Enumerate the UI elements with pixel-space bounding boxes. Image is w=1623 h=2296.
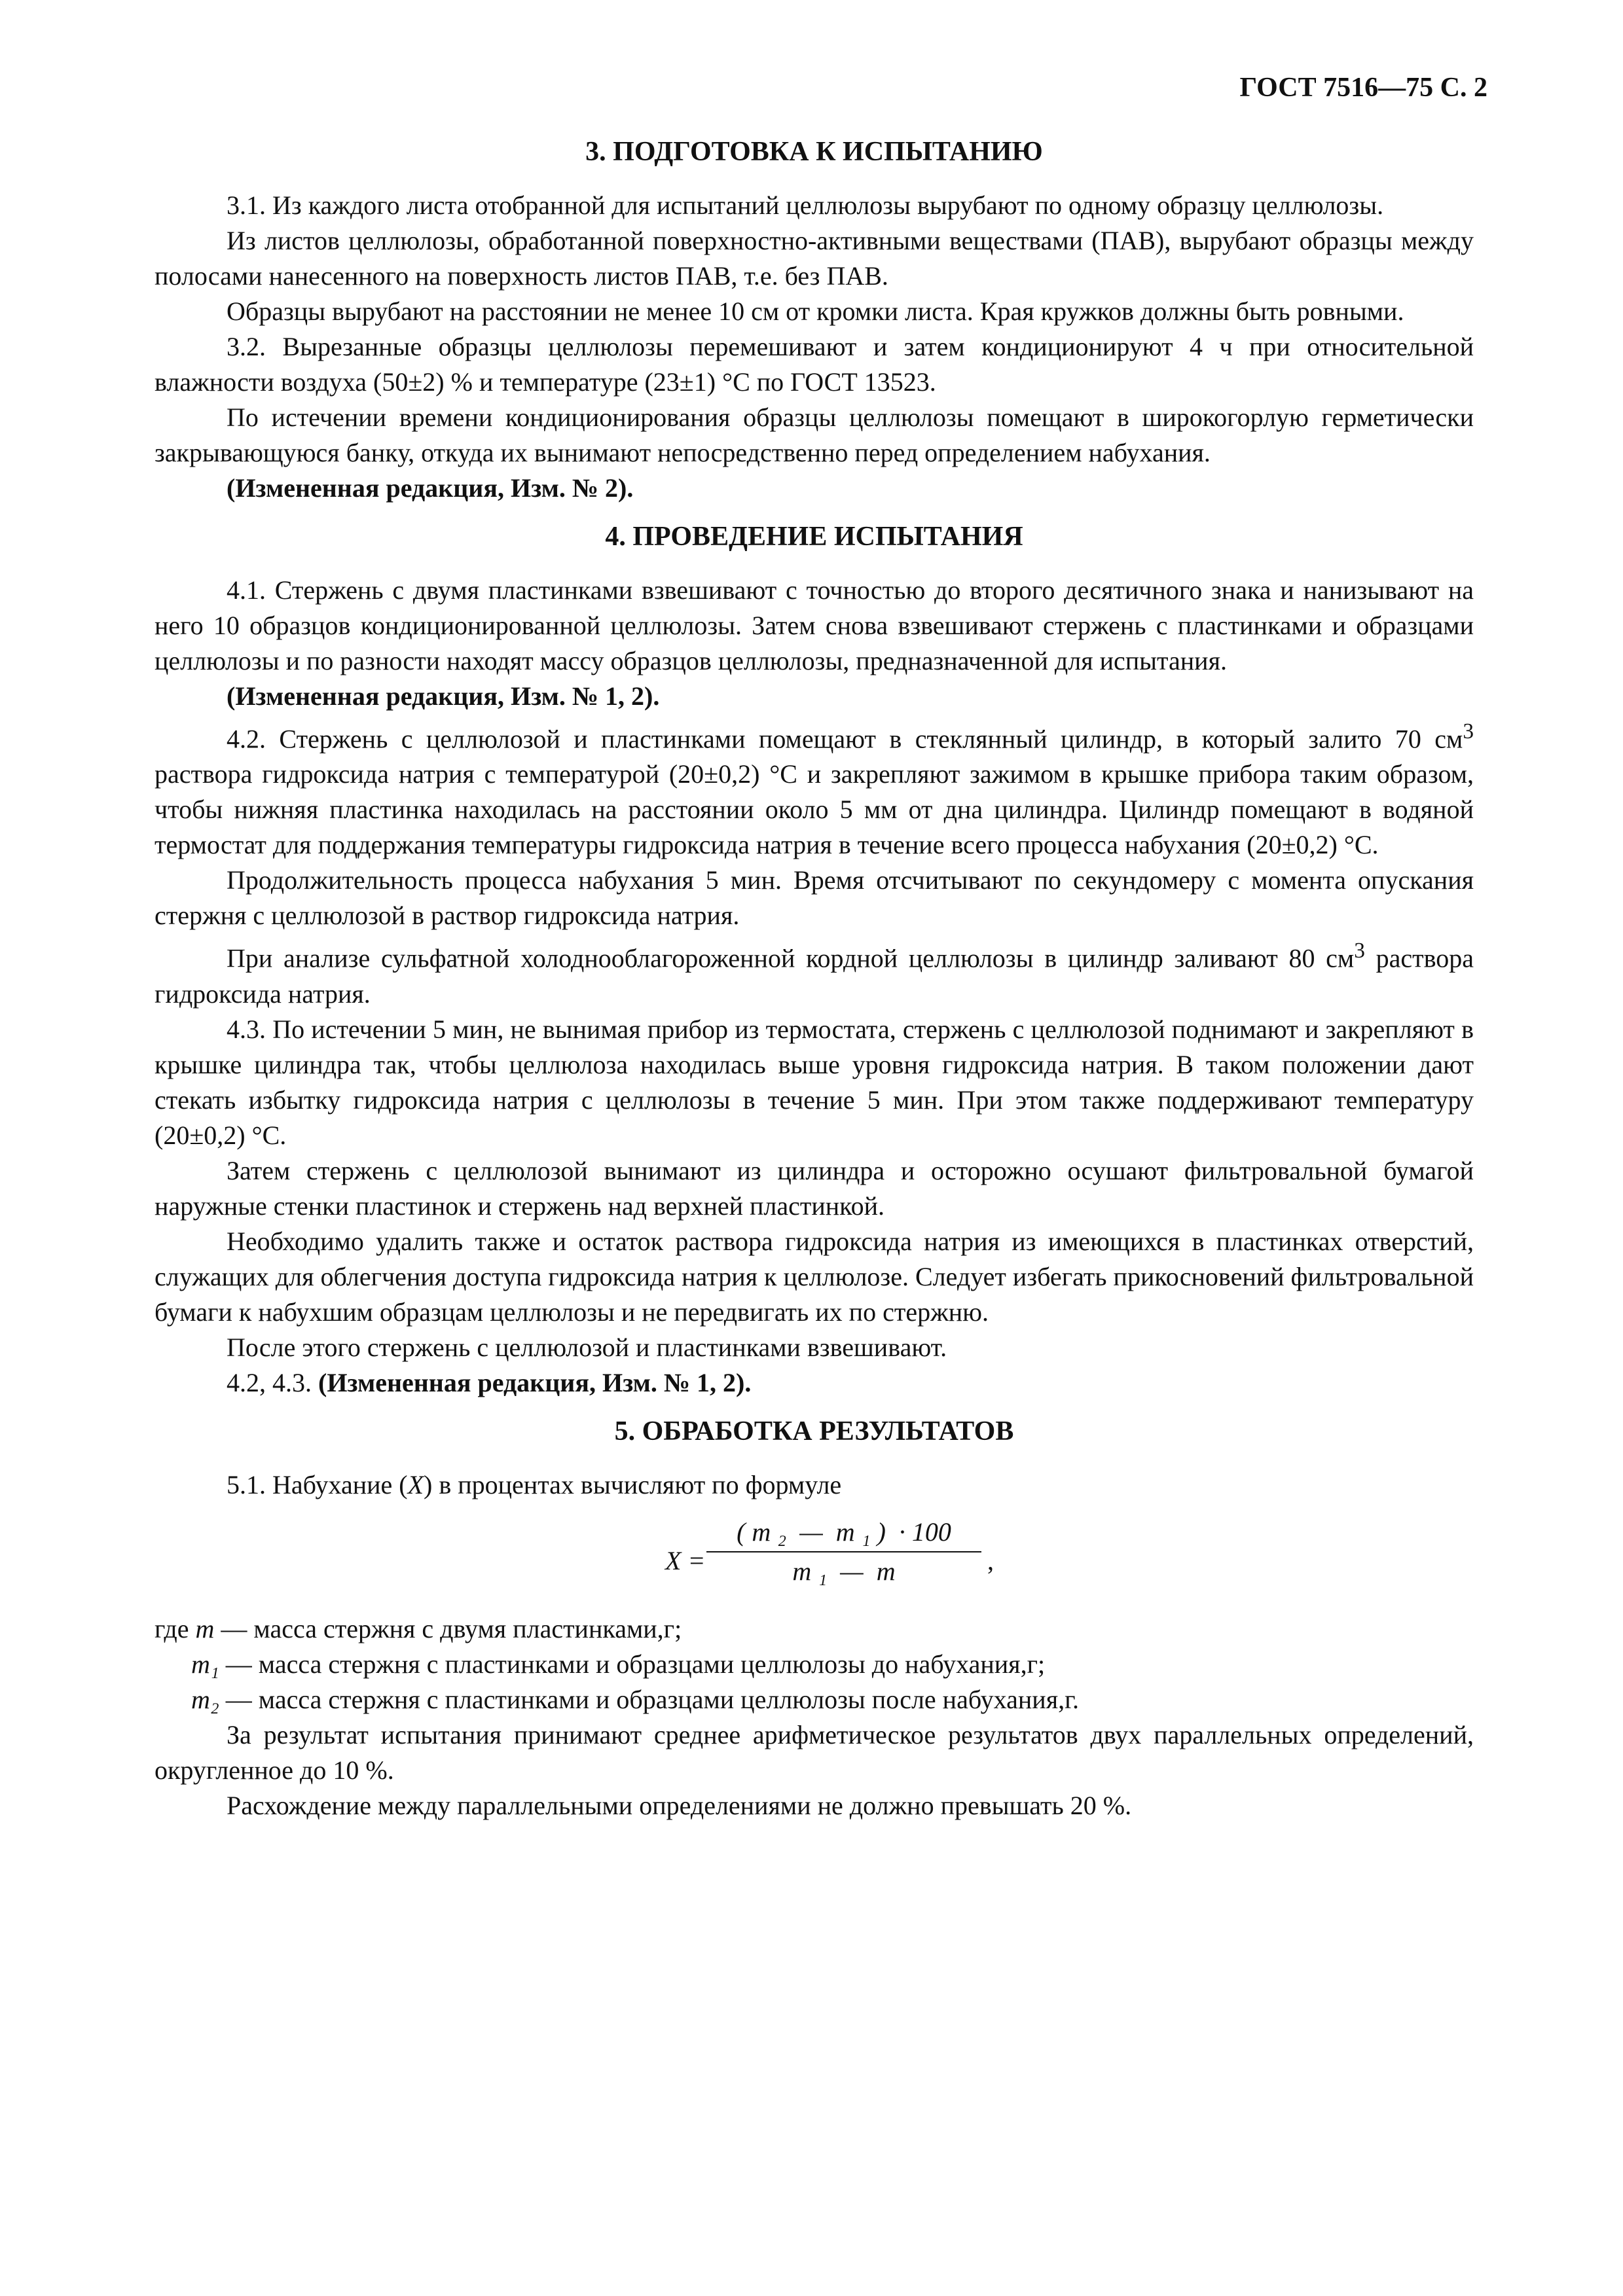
definition-m1-text: — масса стержня с пластинками и образцами целлюлозы до набухания,г; bbox=[219, 1649, 1046, 1679]
definition-m1 bbox=[155, 1647, 1474, 1682]
paragraph-4-3-residue: Необходимо удалить также и остаток раствора гидроксида натрия из имеющихся в пластинках отверстий, служащих для облегчения доступа гидроксида натрия к целлюлозе. Следует избегать прикосновений фильтровальной бумаги к набухшим образцам целлюлозы и не передвигать их по стержню. bbox=[155, 1226, 1474, 1327]
paragraph-4-2-part-a: 4.2. Стержень с целлюлозой и пластинками помещают в стеклянный цилиндр, в который залито 70 см bbox=[227, 724, 1463, 754]
paragraph-5-1-part-a: 5.1. Набухание ( bbox=[227, 1469, 408, 1499]
variable-x: X bbox=[407, 1469, 424, 1499]
definition-lead: где bbox=[155, 1613, 196, 1643]
definition-m2-text: — масса стержня с пластинками и образцами целлюлозы после набухания,г. bbox=[219, 1684, 1079, 1714]
paragraph-4-2-duration: Продолжительность процесса набухания 5 мин. Время отсчитывают по секундомеру с момента опускания стержня с целлюлозой в раствор гидроксида натрия. bbox=[155, 865, 1474, 931]
formula-fraction bbox=[706, 1515, 981, 1589]
paragraph-3-1-cutting: Образцы вырубают на расстоянии не менее 10 см от кромки листа. Края кружков должны быть ровными. bbox=[227, 296, 1404, 326]
fraction-bar bbox=[706, 1551, 981, 1552]
symbol-m1: m₁ bbox=[191, 1649, 219, 1679]
paragraph-4-2-kord bbox=[155, 933, 1474, 1011]
amendment-ref: 4.2, 4.3. bbox=[227, 1367, 318, 1397]
formula-numerator: ( m ₂ — m ₁ ) · 100 bbox=[737, 1516, 951, 1547]
paragraph-3-1: 3.1. Из каждого листа отобранной для испытаний целлюлозы вырубают по одному образцу целлюлозы. bbox=[227, 190, 1384, 220]
paragraph-5-result: За результат испытания принимают среднее арифметическое результатов двух параллельных определений, округленное до 10 %. bbox=[155, 1719, 1474, 1785]
swelling-formula bbox=[155, 1509, 1474, 1607]
superscript-cubic: 3 bbox=[1354, 939, 1365, 963]
section-4-title: 4. ПРОВЕДЕНИЕ ИСПЫТАНИЯ bbox=[605, 522, 1023, 552]
section-5-title: 5. ОБРАБОТКА РЕЗУЛЬТАТОВ bbox=[614, 1416, 1014, 1446]
paragraph-3-2: 3.2. Вырезанные образцы целлюлозы перемешивают и затем кондиционируют 4 ч при относительной влажности воздуха (50±2) % и температуре (23±1) °С по ГОСТ 13523. bbox=[155, 332, 1474, 397]
paragraph-4-2-part-b: раствора гидроксида натрия с температурой (20±0,2) °С и закрепляют зажимом в крышке прибора таким образом, чтобы нижняя пластинка находилась на расстоянии около 5 мм от дна цилиндра. Цилиндр помещают в водяной термостат для поддержания температуры гидроксида натрия в течение всего процесса набухания (20±0,2) °С. bbox=[155, 759, 1474, 860]
paragraph-4-3-weigh: После этого стержень с целлюлозой и пластинками взвешивают. bbox=[227, 1332, 947, 1362]
superscript-cubic: 3 bbox=[1463, 719, 1474, 744]
definition-m-text: — масса стержня с двумя пластинками,г; bbox=[214, 1613, 682, 1643]
amendment-note-4-1: (Измененная редакция, Изм. № 1, 2). bbox=[227, 681, 660, 711]
document-body bbox=[155, 134, 1474, 1823]
variable-definitions bbox=[155, 1611, 1474, 1717]
section-3-title: 3. ПОДГОТОВКА К ИСПЫТАНИЮ bbox=[585, 137, 1043, 167]
symbol-m: m bbox=[195, 1613, 215, 1643]
paragraph-4-3: 4.3. По истечении 5 мин, не вынимая прибор из термостата, стержень с целлюлозой поднимают и закрепляют в крышке цилиндра так, чтобы целлюлоза находилась выше уровня гидроксида натрия. В таком положении дают стекать избытку гидроксида натрия с целлюлозы в течение 5 мин. При этом также поддерживают температуру (20±0,2) °С. bbox=[155, 1014, 1474, 1150]
paragraph-4-1: 4.1. Стержень с двумя пластинками взвешивают с точностью до второго десятичного знака и нанизывают на него 10 образцов кондиционированной целлюлозы. Затем снова взвешивают стержень с пластинками и образцами целлюлозы и по разности находят массу образцов целлюлозы, предназначенной для испытания. bbox=[155, 575, 1474, 675]
paragraph-4-2-kord-part-b: раствора гидроксида натрия. bbox=[155, 943, 1474, 1009]
amendment-note-3: (Измененная редакция, Изм. № 2). bbox=[227, 473, 634, 503]
paragraph-5-tolerance: Расхождение между параллельными определениями не должно превышать 20 %. bbox=[227, 1790, 1132, 1820]
formula-trailing-comma: , bbox=[987, 1545, 994, 1575]
paragraph-4-2-kord-part-a: При анализе сульфатной холоднооблагороженной кордной целлюлозы в цилиндр заливают 80 см bbox=[227, 943, 1355, 973]
paragraph-5-1-part-b: ) в процентах вычисляют по формуле bbox=[424, 1469, 842, 1499]
paragraph-3-1-surfactant: Из листов целлюлозы, обработанной поверхностно-активными веществами (ПАВ), вырубают образцы между полосами нанесенного на поверхность листов ПАВ, т.е. без ПАВ. bbox=[155, 226, 1474, 291]
formula-denominator: m ₁ — m bbox=[792, 1556, 896, 1586]
definition-m bbox=[155, 1611, 1474, 1647]
paragraph-5-1 bbox=[155, 1467, 1474, 1503]
paragraph-4-3-drying: Затем стержень с целлюлозой вынимают из цилиндра и осторожно осушают фильтровальной бумагой наружные стенки пластинок и стержень над верхней пластинкой. bbox=[155, 1155, 1474, 1221]
formula-lhs: X = bbox=[665, 1545, 706, 1575]
paragraph-3-2-storage: По истечении времени кондиционирования образцы целлюлозы помещают в широкогорлую герметически закрывающуюся банку, откуда их вынимают непосредственно перед определением набухания. bbox=[155, 403, 1474, 467]
amendment-note-4-2-4-3 bbox=[155, 1365, 1474, 1401]
symbol-m2: m₂ bbox=[191, 1684, 219, 1714]
page-header: ГОСТ 7516—75 С. 2 bbox=[1239, 73, 1487, 103]
amendment-text: (Измененная редакция, Изм. № 1, 2). bbox=[318, 1367, 752, 1397]
definition-m2 bbox=[155, 1682, 1474, 1717]
paragraph-4-2 bbox=[155, 714, 1474, 863]
